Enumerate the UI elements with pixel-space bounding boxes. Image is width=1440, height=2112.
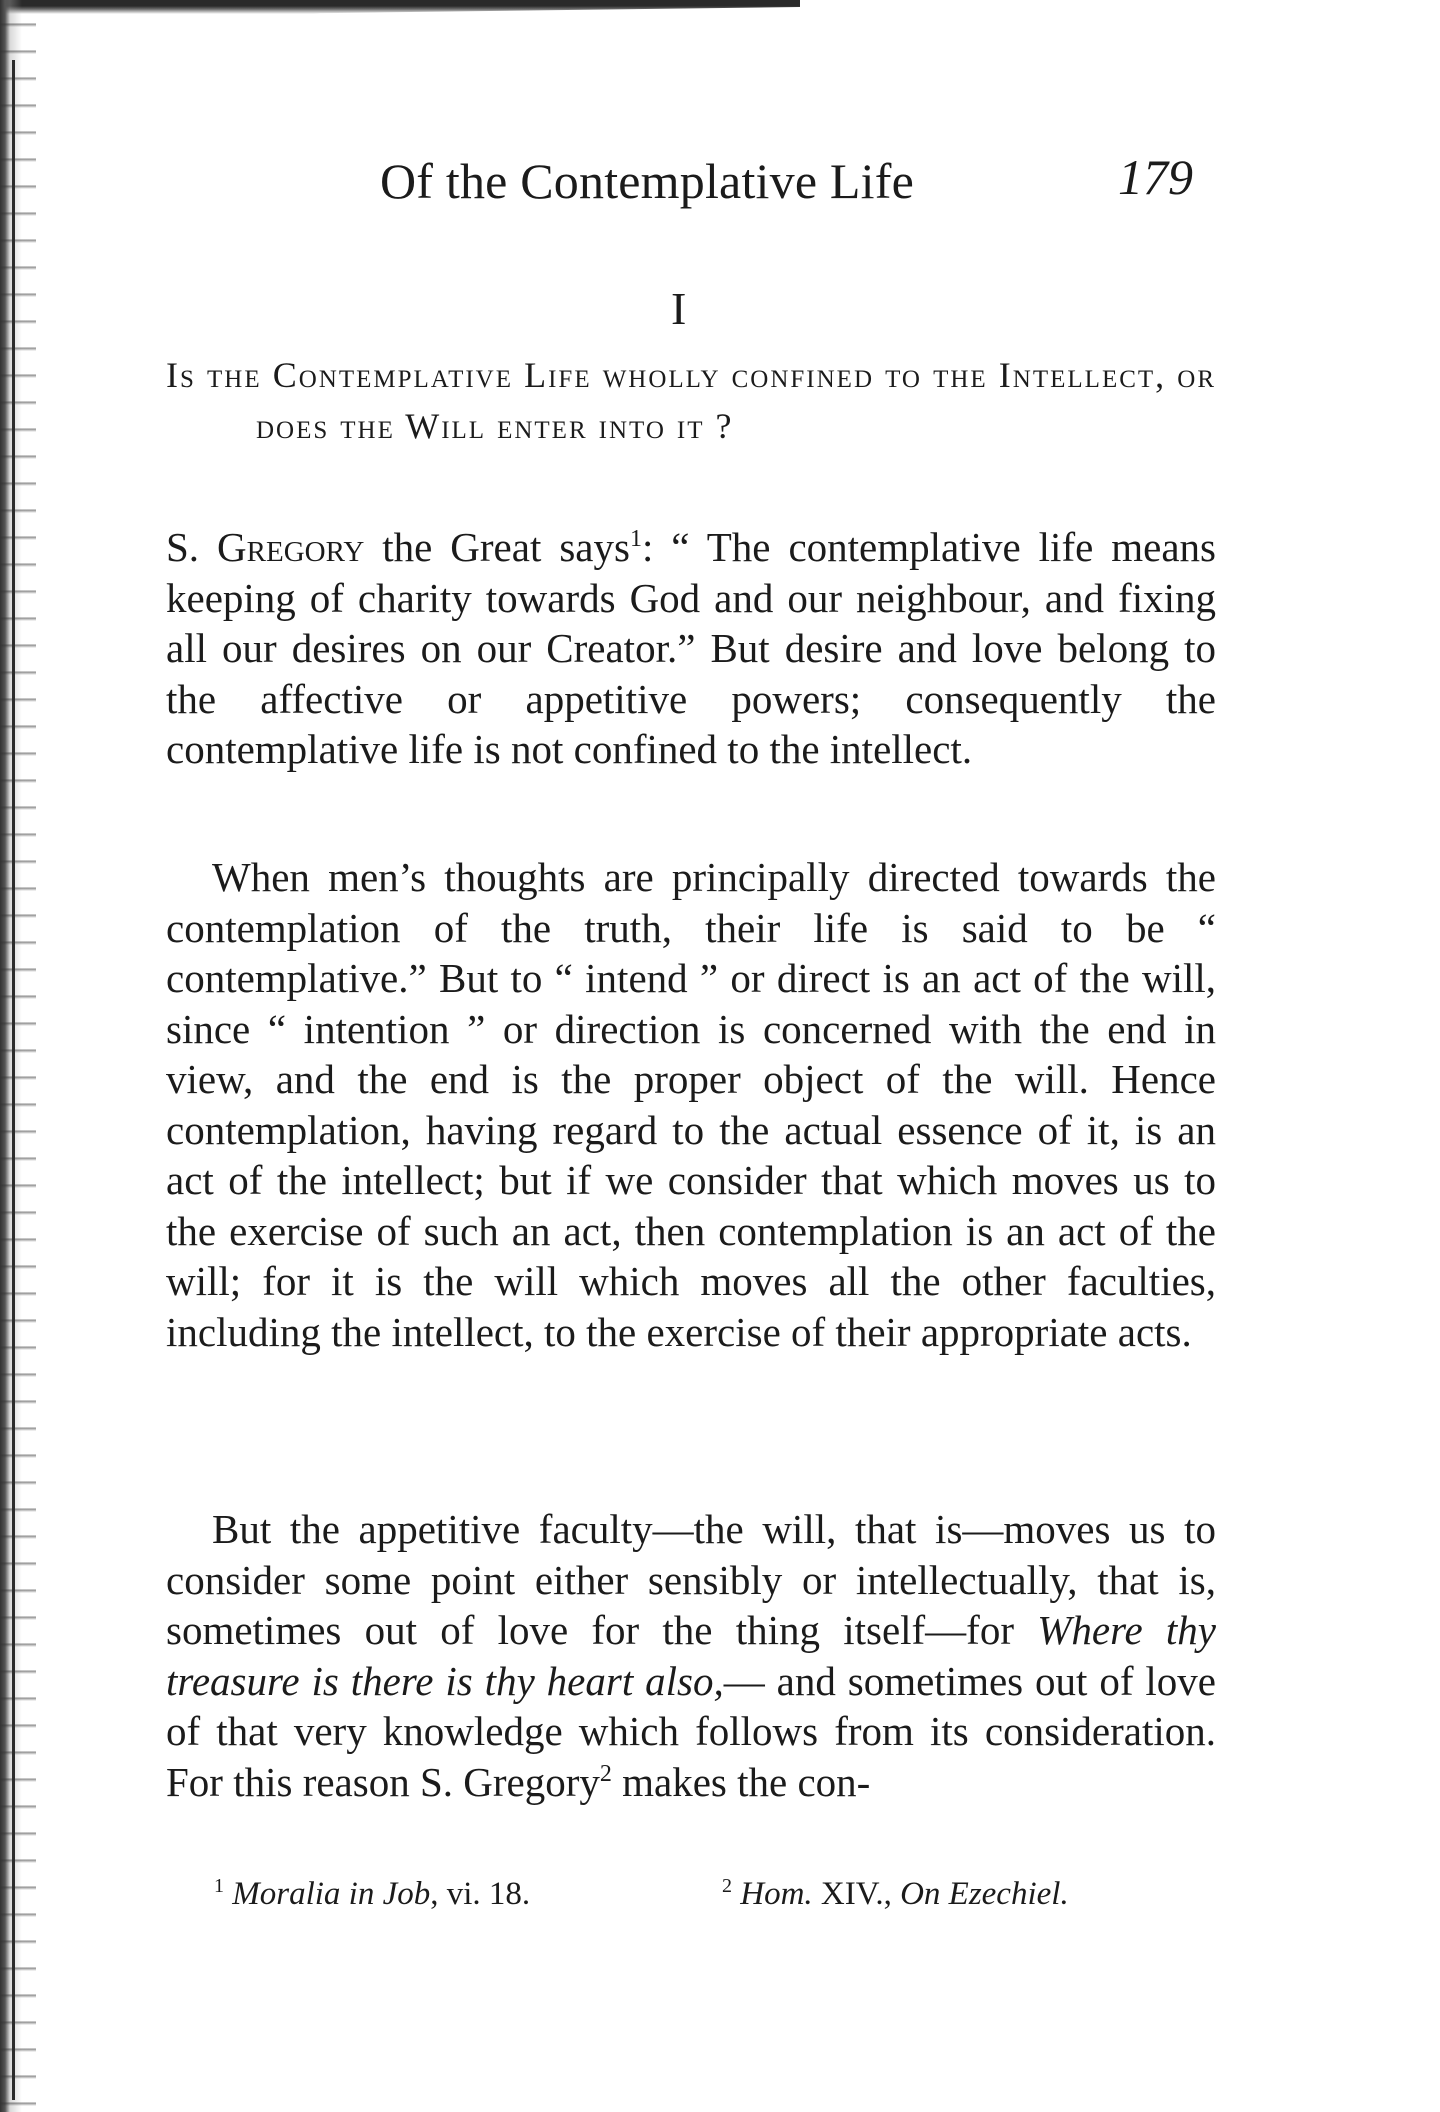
- paragraph-2-start: But the appetitive faculty—the will, that is—moves us to consider some point either sensibly or intellectually, that is, sometimes out of love for the thing itself—for: [166, 1506, 1216, 1653]
- objection-lead: the Great says: [364, 524, 630, 570]
- objection-paragraph: [166, 522, 1216, 775]
- footnote-2-marker: 2: [722, 1875, 732, 1897]
- footnote-ref-2: 2: [599, 1760, 612, 1787]
- footnote-2-title: On Ezechiel.: [900, 1876, 1069, 1912]
- paragraph-2-end: makes the con-: [611, 1758, 871, 1805]
- footnote-2-ref: XIV.,: [812, 1876, 901, 1912]
- scan-binding-line: [12, 60, 15, 2100]
- section-numeral: I: [671, 283, 687, 334]
- author-name: S. Gregory: [166, 524, 365, 570]
- scripture-quote: Where thy treasure is there is thy heart also,: [166, 1607, 1217, 1704]
- page-number: 179: [1118, 149, 1193, 205]
- footnote-1: [214, 1876, 530, 1913]
- objection-text: : “ The contemplative life means keeping of charity towards God and our neighbour, and fixing all our desires on our Creator.” But desire and love belong to the affective or appetitive powers; consequently the contemplative life is not confined to the intellect.: [166, 524, 1217, 772]
- scan-edge-left: [0, 0, 36, 2112]
- footnote-1-title: Moralia in Job: [232, 1876, 431, 1912]
- footnote-2: [722, 1876, 1069, 1913]
- answer-paragraph-2: [166, 1504, 1216, 1807]
- footnote-ref-1: 1: [629, 526, 642, 552]
- footnote-1-marker: 1: [214, 1875, 224, 1897]
- answer-paragraph-1: When men’s thoughts are principally directed towards the contemplation of the truth, their life is said to be “ contemplative.” But to “ intend ” or direct is an act of the will, since “ intention ” or direction is concerned with the end in view, and the end is the proper object of the will. Hence contemplation, having regard to the actual essence of it, is an act of the intellect; but if we consider that which moves us to the exercise of such an act, then contemplation is an act of the will; for it is the will which moves all the other faculties, including the intellect, to the exercise of their appropriate acts.: [166, 854, 1216, 1355]
- footnote-1-ref: , vi. 18.: [430, 1876, 531, 1912]
- scan-edge-top: [0, 0, 800, 44]
- running-title: Of the Contemplative Life: [380, 153, 915, 209]
- footnote-2-abbrev: Hom.: [740, 1876, 813, 1912]
- paragraph-2-middle: — and sometimes out of love of that very knowledge which follows from its consideration. For this reason S. Gregory: [166, 1657, 1216, 1805]
- question-heading: Is the Contemplative Life wholly confined to the Intellect, or does the Will enter into it ?: [166, 355, 1216, 446]
